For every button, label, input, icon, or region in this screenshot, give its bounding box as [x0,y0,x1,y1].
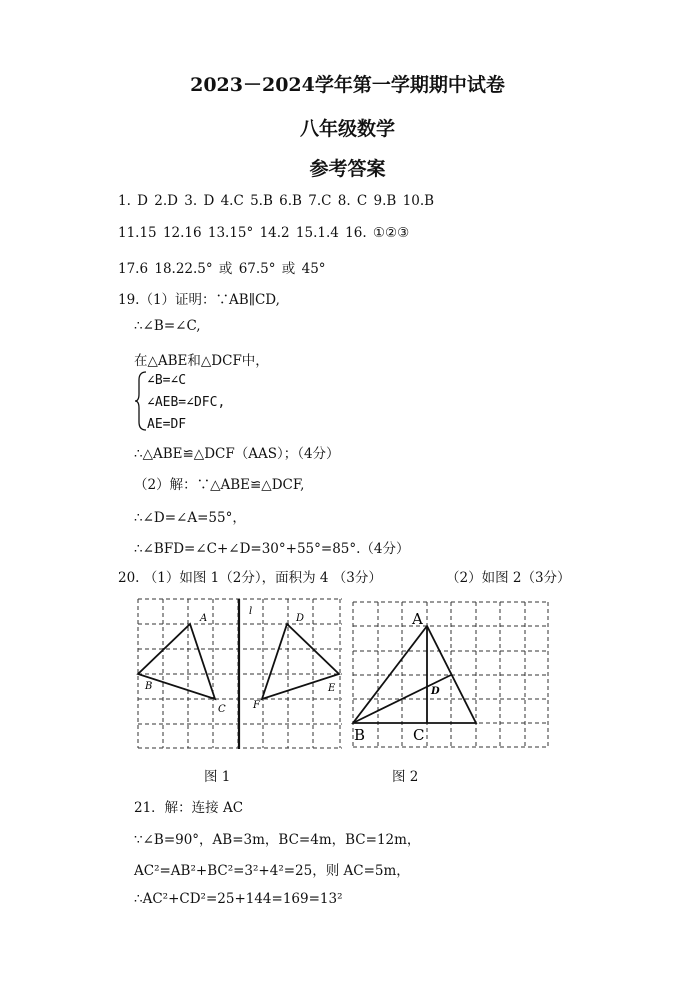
brace-condition-1: ∠B=∠C [147,373,187,388]
figure-1 [136,596,344,752]
fig1-label-f: F [253,700,260,711]
fig1-label-l: l [249,606,253,617]
curly-brace [134,370,148,432]
q20-part2-text: （2）如图 2（3分） [446,570,571,586]
q19-part2-intro: （2）解：∵△ABE≌△DCF, [134,477,305,493]
brace-condition-2: ∠AEB=∠DFC, [147,395,226,410]
fig1-label-b: B [145,681,153,692]
exam-title: 2023－2024学年第一学期期中试卷 [190,74,505,96]
triangle-abc-fig2 [353,626,476,723]
fig2-label-d: D [431,686,440,697]
answers-fill-line-1: 11.15 12.16 13.15° 14.2 15.1.4 16. ①②③ [118,225,410,241]
figure-2-caption: 图 2 [392,769,419,785]
fig1-label-e: E [328,683,336,694]
q21-step-1: ∵∠B=90°，AB=3m，BC=4m，BC=12m， [134,832,421,848]
fig2-label-b: B [354,726,366,744]
figure-2 [351,596,551,752]
fig1-label-a: A [200,613,208,624]
q19-conclusion-2: ∴∠BFD=∠C+∠D=30°+55°=85°.（4分） [134,541,410,557]
fig2-label-c: C [413,726,425,744]
q19-conclusion-1: ∴△ABE≌△DCF（AAS）；（4分） [134,446,340,462]
q21-intro: 21．解：连接 AC [134,800,244,816]
fig2-label-a: A [412,610,423,628]
q19-step-2: 在△ABE和△DCF中， [134,353,269,369]
answer-heading: 参考答案 [309,158,386,180]
fig1-label-d: D [296,613,305,624]
answers-mc-line: 1. D 2.D 3. D 4.C 5.B 6.B 7.C 8. C 9.B 10.B [118,193,435,209]
q21-step-3: ∴AC²+CD²=25+144=169=13² [134,891,343,907]
fig1-label-c: C [218,704,226,715]
q19-step-1: ∴∠B=∠C, [134,318,201,334]
answers-fill-line-2: 17.6 18.22.5° 或 67.5° 或 45° [118,261,326,277]
q19-part1-intro: 19.（1）证明：∵AB∥CD, [118,292,280,308]
q20-part1-text: 20. （1）如图 1（2分），面积为 4 （3分） [118,570,382,586]
q19-step-3: ∴∠D=∠A=55°， [134,510,246,526]
q21-step-2: AC²=AB²+BC²=3²+4²=25，则 AC=5m， [134,863,410,879]
figure-1-caption: 图 1 [204,769,231,785]
grade-subject-title: 八年级数学 [299,118,395,140]
brace-condition-3: AE=DF [147,417,187,432]
